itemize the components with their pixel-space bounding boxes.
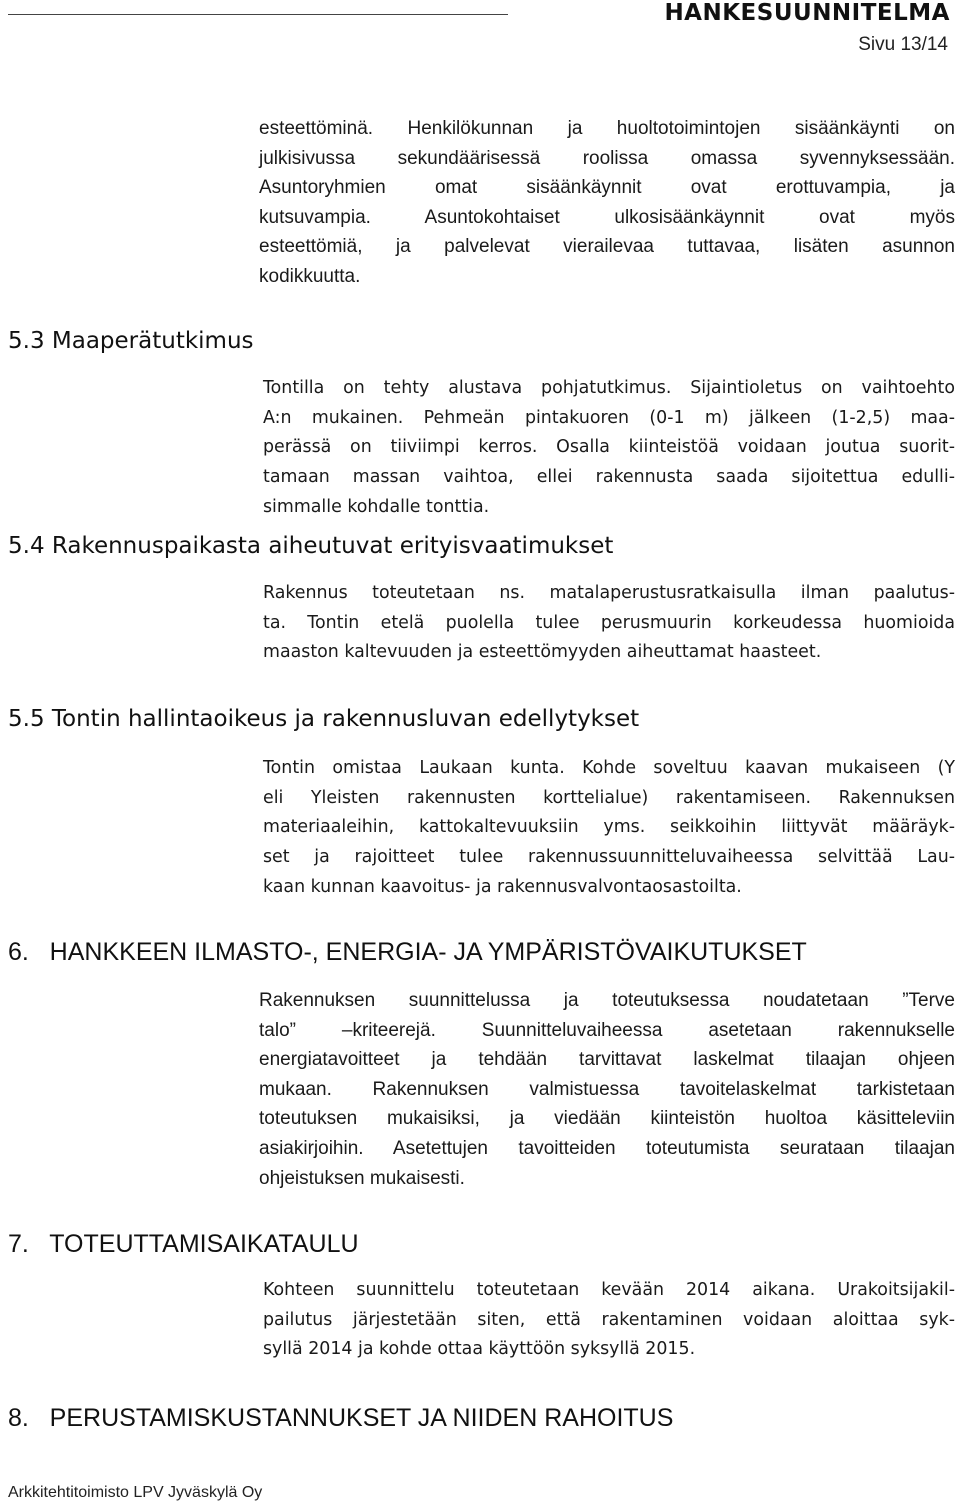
page-number: Sivu 13/14 <box>858 34 948 55</box>
section-7-paragraph <box>263 1276 955 1365</box>
text-line: talo” –kriteerejä. Suunnitteluvaiheessa asetetaan rakennukselle <box>259 1019 955 1041</box>
section-5-4-paragraph <box>263 579 955 668</box>
section-heading-5-5: 5.5 Tontin hallintaoikeus ja rakennusluvan edellytykset <box>8 706 640 732</box>
text-line: maaston kaltevuuden ja esteettömyyden aiheuttamat haasteet. <box>263 642 822 663</box>
section-heading-8: 8. PERUSTAMISKUSTANNUKSET JA NIIDEN RAHOITUS <box>8 1404 674 1432</box>
text-line: Rakennus toteutetaan ns. matalaperustusratkaisulla ilman paalutus- <box>263 583 955 603</box>
text-line: asiakirjoihin. Asetettujen tavoitteiden toteutumista seurataan tilaajan <box>259 1137 955 1159</box>
text-line: ohjeistuksen mukaisesti. <box>259 1167 465 1189</box>
section-heading-7: 7. TOTEUTTAMISAIKATAULU <box>8 1230 359 1258</box>
document-title: HANKESUUNNITELMA <box>664 0 950 26</box>
text-line: kodikkuutta. <box>259 265 361 287</box>
text-line: esteettöminä. Henkilökunnan ja huoltotoimintojen sisäänkäynti on <box>259 118 955 139</box>
text-line: materiaaleihin, kattokaltevuuksiin yms. seikkoihin liittyvät määräyk- <box>263 817 955 838</box>
section-6-paragraph <box>259 986 955 1193</box>
text-line: energiatavoitteet ja tehdään tarvittavat laskelmat tilaajan ohjeen <box>259 1049 955 1071</box>
section-5-5-paragraph <box>263 754 955 903</box>
section-heading-5-3: 5.3 Maaperätutkimus <box>8 328 254 354</box>
text-line: mukaan. Rakennuksen valmistuessa tavoitelaskelmat tarkistetaan <box>259 1078 955 1100</box>
text-line: tamaan massan vaihtoa, ellei rakennusta saada sijoitettua edulli- <box>263 467 955 488</box>
text-line: esteettömiä, ja palvelevat vierailevaa tuttavaa, lisäten asunnon <box>259 236 955 258</box>
text-line: kutsuvampia. Asuntokohtaiset ulkosisäänkäynnit ovat myös <box>259 206 955 228</box>
text-line: kaan kunnan kaavoitus- ja rakennusvalvontaosastoilta. <box>263 876 742 897</box>
text-line: toteutuksen mukaisiksi, ja viedään kiinteistön huoltoa käsitteleviin <box>259 1108 955 1130</box>
text-line: Tontin omistaa Laukaan kunta. Kohde soveltuu kaavan mukaiseen (Y <box>263 758 955 778</box>
text-line: eli Yleisten rakennusten korttelialue) rakentamiseen. Rakennuksen <box>263 787 955 808</box>
section-heading-5-4: 5.4 Rakennuspaikasta aiheutuvat erityisvaatimukset <box>8 533 614 559</box>
text-line: julkisivussa sekundäärisessä roolissa omassa syvennyksessään. <box>259 147 955 169</box>
text-line: ta. Tontin etelä puolella tulee perusmuurin korkeudessa huomioida <box>263 612 955 633</box>
text-line: set ja rajoitteet tulee rakennussuunnitteluvaiheessa selvittää Lau- <box>263 847 955 868</box>
text-line: A:n mukainen. Pehmeän pintakuoren (0-1 m) jälkeen (1-2,5) maa- <box>263 407 955 428</box>
text-line: Asuntoryhmien omat sisäänkäynnit ovat erottuvampia, ja <box>259 177 955 199</box>
text-line: pailutus järjestetään siten, että rakentaminen voidaan aloittaa syk- <box>263 1309 955 1330</box>
intro-paragraph <box>259 114 955 292</box>
header-rule <box>8 14 508 15</box>
text-line: perässä on tiiviimpi kerros. Osalla kiinteistöä voidaan joutua suorit- <box>263 437 955 458</box>
section-heading-6: 6. HANKKEEN ILMASTO-, ENERGIA- JA YMPÄRISTÖVAIKUTUKSET <box>8 938 807 966</box>
text-line: Tontilla on tehty alustava pohjatutkimus. Sijaintioletus on vaihtoehto <box>263 378 955 398</box>
footer-company: Arkkitehtitoimisto LPV Jyväskylä Oy <box>8 1484 263 1501</box>
text-line: syllä 2014 ja kohde ottaa käyttöön syksyllä 2015. <box>263 1339 696 1360</box>
section-5-3-paragraph <box>263 374 955 523</box>
text-line: Rakennuksen suunnittelussa ja toteutuksessa noudatetaan ”Terve <box>259 990 955 1011</box>
text-line: simmalle kohdalle tonttia. <box>263 496 490 517</box>
text-line: Kohteen suunnittelu toteutetaan kevään 2014 aikana. Urakoitsijakil- <box>263 1280 955 1300</box>
